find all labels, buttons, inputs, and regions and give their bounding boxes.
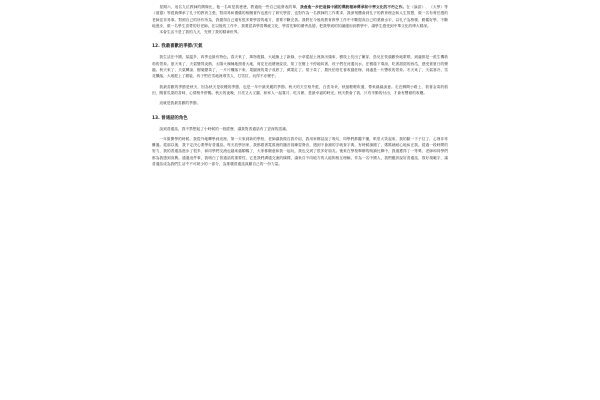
paragraph: 說到普通話，我不禁想起了小時候的一段經歷，讓我對普通話有了更深的認識。 [159, 126, 290, 131]
section-heading: 13. 普通話的角色 [152, 115, 188, 121]
paragraph [152, 4, 448, 29]
section-heading: 12. 我最喜歡的季節/天氣 [152, 44, 203, 50]
bold-text-run: 我會進一步把這個中國的傳統精神傳承和中華文化的不朽之作。 [299, 5, 407, 9]
paragraph: 這就是我最喜歡的季節。 [159, 101, 201, 106]
paragraph: 一年級開學的時候，我從外地轉學到這裡，第一天來到新的學校，老師讓我做自我介紹，我用家鄉話說了幾句，同學們都聽不懂，哄堂大笑起來，我的臉一下子紅了，心裡非常難過。從那以後，我下定決心要學好普通話。每天放學回家，我都跟著電視裡的播音員練習發音，遇到不會讀的字就查字典，有時候讀錯了，媽媽就耐心地糾正我。經過一段時間的努力，我的普通話進步了很多，和同學們交流也越來越順暢了，大家都願意和我一起玩，我也交到了很多好朋友。後來在學校舉辦的朗讀比賽中，我還獲得了一等獎，老師和同學們都為我感到高興。通過這件事，我明白了普通話的重要性，它是我們溝通交流的橋樑，讓來自不同地方的人能夠相互理解。作為一名中國人，我們應該說好普通話，寫好規範字，讓普通話成為我們生活中不可缺少的一部分，為推廣普通話貢獻自己的一份力量。 [152, 136, 448, 167]
document-page [152, 0, 448, 400]
paragraph: 本會生活不是了我的九天，充實了我的精神世界。 [159, 30, 242, 35]
text-run: 在《論語》、《大學》等《道德》等經典傳承了孔子的教育主張，對周易和禮儀的相關著作也進行了研究學習，也對作為一名教師的工作要求，我深刻體會到孔子的教育理念和人生智慧，做一名有責任感的老師並非易事。對照自己的所作所為，我覺得自己還有很多要學習的地方，需要不斷完善。我將在今後的教育教學工作中不斷提高自己的業務水平，以孔子為榜樣，勤奮好學，不斷地進步，做一名學生喜愛的好老師。在以後的工作中，我要認真學習傳統文化，學習先賢的優秀品德，把我學到的知識運用到教學中，讓學生感受到中華文化的博大精深。 [152, 5, 448, 28]
text-run: 星期六，這名九位教師的偶像比，他一名叫是我爸爸，教過他一些自己能發表的單， [159, 5, 300, 9]
paragraph: 我生活在中國，氣溫多，四季也最有特色。春天來了，萬物復蘇，大地換上了新綠，小草從泥土裡探出頭來，樹枝上長出了嫩芽，鳥兒在枝頭歡快地歌唱，到處都是一派生機勃勃的景象。夏天來了，天氣變得炎熱，太陽火辣辣地照著大地，荷花在池塘裡綻放，知了在樹上不停地叫著，孩子們在河邊玩水，在樹蔭下乘涼，吃著甜甜的西瓜，感受著夏日的樂趣。秋天來了，天氣轉涼，樹葉變黃了，一片片飄落下來，果園裡的果子成熟了，蘋果紅了，梨子黃了，農民伯伯忙著收割莊稼，到處是一片豐收的景象。冬天來了，天氣寒冷，雪花飄落，大地披上了銀裝，孩子們在雪地裡堆雪人、打雪仗，玩得不亦樂乎。 [152, 55, 448, 79]
paragraph: 我最喜歡的季節是秋天，因為秋天是收穫的季節，也是一年中最美麗的季節。秋天的天空格外藍，白雲朵朵，秋風輕輕吹過，帶來絲絲涼意。走在鄉間小路上，看著金黃的稻田，聞著瓜果的香味，心情格外舒暢。秋天的夜晚，月亮又大又圓，和家人一起賞月、吃月餅，是最幸福的時光。秋天教會了我，只有辛勤的付出，才會有豐碩的收穫。 [152, 84, 448, 95]
